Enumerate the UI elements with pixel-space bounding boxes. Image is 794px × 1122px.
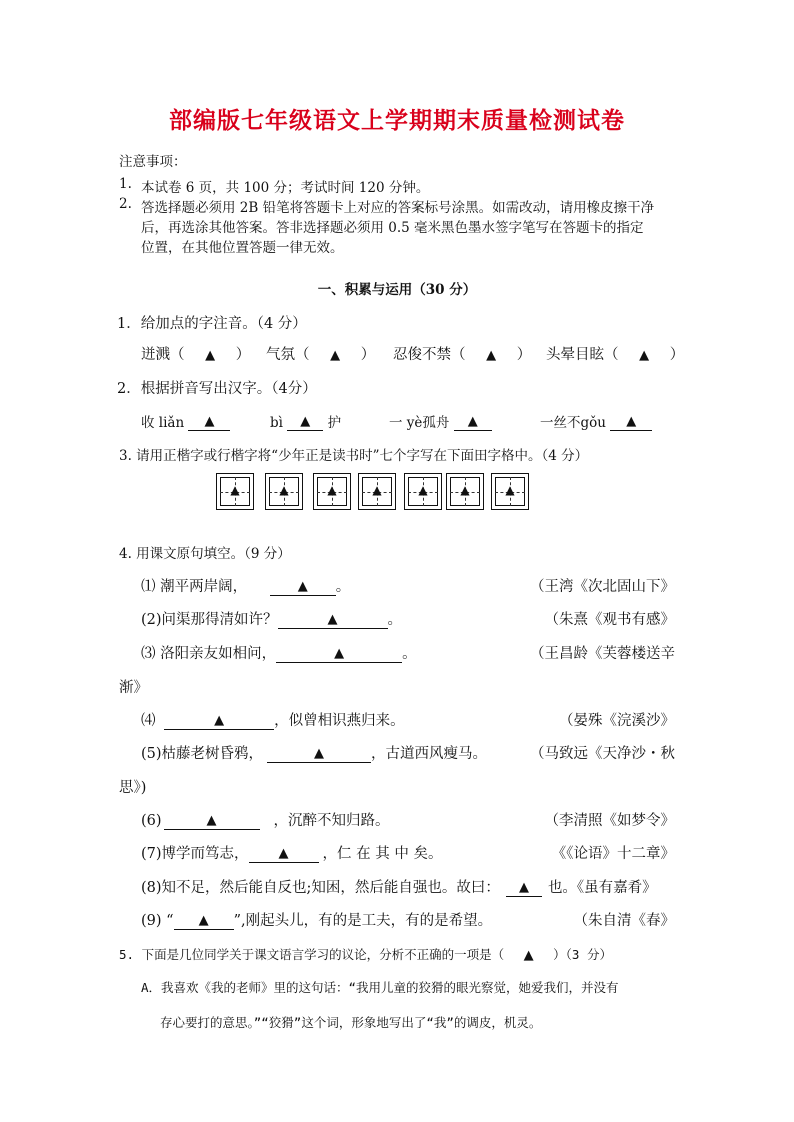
answer-blank: ▲ bbox=[164, 812, 260, 830]
q4-line-text: ⑶ 洛阳亲友如相问， bbox=[141, 646, 277, 662]
q5-stem-end: ）（3 分） bbox=[553, 947, 612, 962]
notice-item-1-num: 1. bbox=[119, 176, 132, 192]
answer-blank: ▲ bbox=[610, 413, 652, 431]
q4-line-6-source: （李清照《如梦令》 bbox=[544, 813, 675, 829]
q4-line-4-source: （晏殊《浣溪沙》 bbox=[559, 713, 675, 729]
q1-item-2-pre: 气氛（ bbox=[266, 347, 310, 363]
q4-line-text: (2)问渠那得清如许？ bbox=[141, 612, 278, 628]
answer-blank: ▲ bbox=[174, 912, 234, 930]
q5-stem-text: 5. 下面是几位同学关于课文语言学习的议论，分析不正确的一项是（ bbox=[119, 947, 505, 962]
q4-line-text: (6) bbox=[141, 813, 162, 829]
q4-line-text: 也。《虽有嘉肴》 bbox=[547, 880, 657, 896]
q1-item-4 bbox=[546, 343, 684, 364]
answer-blank: ▲ bbox=[270, 578, 336, 596]
q4-line-text: (5)枯藤老树昏鸦， bbox=[141, 746, 264, 762]
q2-item-4 bbox=[540, 411, 652, 431]
notice-item-1: 本试卷 6 页，共 100 分；考试时间 120 分钟。 bbox=[141, 180, 430, 196]
q5-option-a-line1: A．我喜欢《我的老师》里的这句话：“我用儿童的狡猾的眼光察觉，她爱我们，并没有 bbox=[141, 980, 619, 995]
q1-stem: 1．给加点的字注音。（4 分） bbox=[117, 316, 307, 332]
answer-blank: ▲ bbox=[267, 745, 371, 763]
tianzige-cell: ▲ bbox=[313, 473, 351, 510]
q4-line-text: ，沉醉不知归路。 bbox=[273, 813, 390, 829]
answer-blank: ▲ bbox=[454, 413, 492, 431]
q1-item-1-pre: 迸溅（ bbox=[141, 347, 185, 363]
q4-line-5 bbox=[141, 742, 487, 763]
q1-item-3 bbox=[393, 343, 531, 364]
q2-item-3 bbox=[389, 411, 492, 431]
tianzige-cell: ▲ bbox=[446, 473, 484, 510]
answer-blank: ▲ bbox=[506, 879, 542, 897]
q4-line-text: ⑴ 潮平两岸阔， bbox=[141, 579, 248, 595]
q4-line-text: ，仁 在 其 中 矣。 bbox=[322, 846, 443, 862]
q1-item-2 bbox=[266, 343, 375, 364]
q4-line-5-wrap: 思》) bbox=[119, 780, 147, 796]
answer-blank: ▲ bbox=[164, 712, 274, 730]
q3-stem: 3. 请用正楷字或行楷字将“少年正是读书时”七个字写在下面田字格中。（4 分） bbox=[119, 448, 589, 464]
q2-stem: 2．根据拼音写出汉字。（4分） bbox=[117, 381, 317, 397]
notice-heading: 注意事项： bbox=[119, 154, 187, 170]
q5-option-a-line2: 存心要打的意思。”“狡猾”这个词，形象地写出了“我”的调皮，机灵。 bbox=[160, 1015, 542, 1030]
q2-item-2-pinyin: bì bbox=[270, 415, 283, 431]
q1-item-3-pre: 忍俊不禁（ bbox=[393, 347, 466, 363]
q4-line-5-source: （马致远《天净沙・秋 bbox=[530, 746, 675, 762]
q1-item-1-post: ） bbox=[235, 347, 251, 363]
q4-line-7 bbox=[141, 842, 442, 863]
answer-blank: ▲ bbox=[287, 413, 323, 431]
q4-line-9-source: （朱自清《春》 bbox=[573, 913, 675, 929]
q4-line-text: ，似曾相识燕归来。 bbox=[274, 713, 405, 729]
q4-line-text: ”,刚起头儿，有的是工夫，有的是希望。 bbox=[233, 913, 493, 929]
q4-line-9 bbox=[141, 909, 492, 930]
q4-line-text: (9) “ bbox=[141, 913, 174, 929]
q4-line-text: (7)博学而笃志， bbox=[141, 846, 249, 862]
q4-line-2-source: （朱熹《观书有感》 bbox=[544, 612, 675, 628]
q2-item-2-suffix: 护 bbox=[327, 415, 342, 431]
q1-item-2-post: ） bbox=[360, 347, 376, 363]
q2-item-1 bbox=[141, 411, 230, 431]
tianzige-cell: ▲ bbox=[491, 473, 529, 510]
answer-mark: ▲ bbox=[523, 948, 534, 963]
q4-line-8 bbox=[141, 876, 657, 897]
notice-item-2-line1: 答选择题必须用 2B 铅笔将答题卡上对应的答案标号涂黑。如需改动，请用橡皮擦干净 bbox=[141, 200, 655, 216]
q4-stem: 4. 用课文原句填空。（9 分） bbox=[119, 546, 291, 562]
answer-blank: ▲ bbox=[278, 611, 388, 629]
q1-item-4-pre: 头晕目眩（ bbox=[546, 347, 619, 363]
notice-item-2-num: 2. bbox=[119, 196, 132, 212]
answer-blank: ▲ bbox=[188, 413, 230, 431]
q4-line-2 bbox=[141, 608, 402, 629]
q4-line-3-source: （王昌龄《芙蓉楼送辛 bbox=[530, 646, 675, 662]
q5-stem bbox=[119, 945, 612, 963]
q2-item-3-pinyin: 一 yè孤舟 bbox=[389, 415, 450, 431]
q4-line-text: 。 bbox=[402, 646, 417, 662]
notice-item-2-line3: 位置，在其他位置答题一律无效。 bbox=[141, 240, 344, 256]
q4-line-6 bbox=[141, 809, 390, 830]
q1-item-4-post: ） bbox=[669, 347, 685, 363]
answer-mark: ▲ bbox=[330, 348, 341, 363]
q2-item-1-pinyin: 收 liǎn bbox=[141, 415, 185, 431]
q4-line-text: (8)知不足，然后能自反也;知困，然后能自强也。故曰： bbox=[141, 880, 500, 896]
q4-line-3-wrap: 渐》 bbox=[119, 680, 148, 696]
q4-line-text: ，古道西风瘦马。 bbox=[371, 746, 488, 762]
notice-item-2-line2: 后，再选涂其他答案。答非选择题必须用 0.5 毫米黑色墨水签字笔写在答题卡的指定 bbox=[141, 220, 644, 236]
q4-line-1-source: （王湾《次北固山下》 bbox=[530, 579, 675, 595]
tianzige-cell: ▲ bbox=[404, 473, 442, 510]
q4-line-3 bbox=[141, 642, 417, 663]
q2-item-4-pinyin: 一丝不gǒu bbox=[540, 415, 606, 431]
page-title: 部编版七年级语文上学期期末质量检测试卷 bbox=[169, 108, 625, 134]
tianzige-cell: ▲ bbox=[216, 473, 254, 510]
answer-mark: ▲ bbox=[486, 348, 497, 363]
q4-line-7-source: 《《论语》十二章》 bbox=[551, 846, 675, 862]
tianzige-cell: ▲ bbox=[265, 473, 303, 510]
q2-item-2 bbox=[270, 411, 341, 431]
section-heading: 一、积累与运用（30 分） bbox=[317, 282, 477, 298]
q1-item-1 bbox=[141, 343, 250, 364]
q1-item-3-post: ） bbox=[516, 347, 532, 363]
q4-line-text: 。 bbox=[387, 612, 403, 628]
answer-blank: ▲ bbox=[249, 845, 319, 863]
tianzige-cell: ▲ bbox=[358, 473, 396, 510]
answer-mark: ▲ bbox=[639, 348, 650, 363]
answer-blank: ▲ bbox=[276, 645, 402, 663]
q4-line-1 bbox=[141, 575, 350, 596]
q4-line-text: ⑷ bbox=[141, 713, 161, 729]
q4-line-text: 。 bbox=[335, 579, 351, 595]
answer-mark: ▲ bbox=[205, 348, 216, 363]
q4-line-4 bbox=[141, 709, 405, 730]
